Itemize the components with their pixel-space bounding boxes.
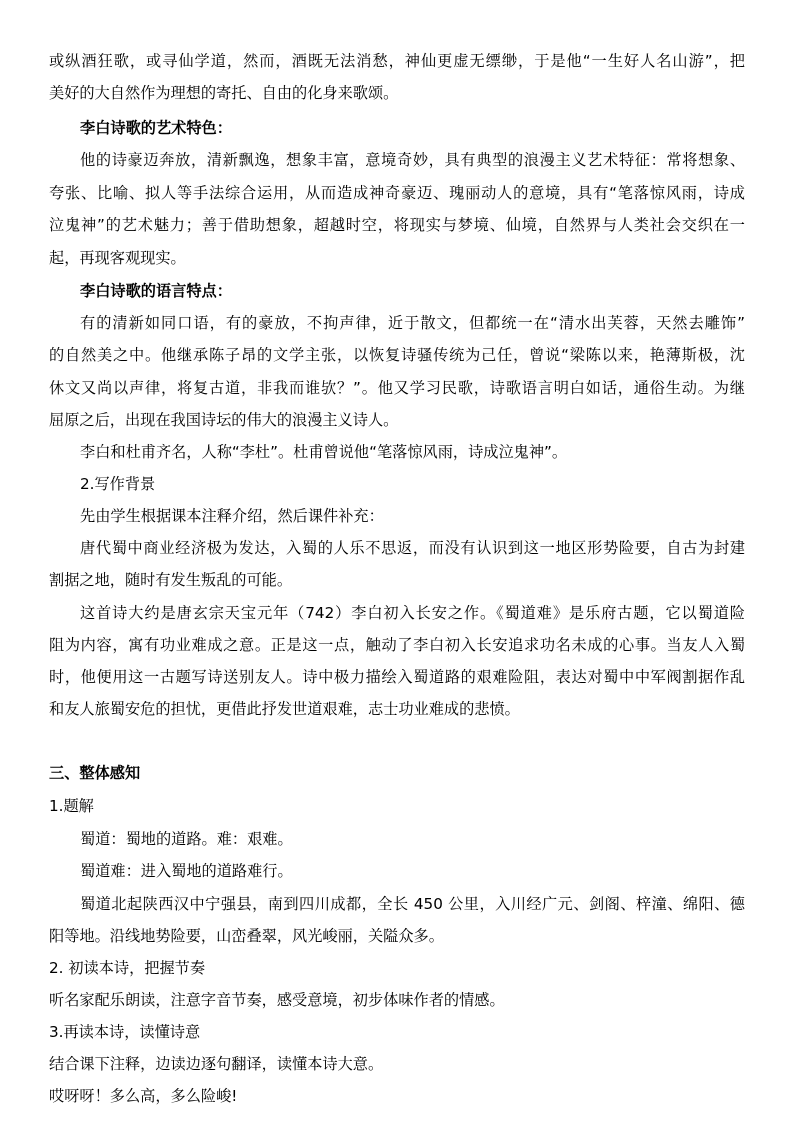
section-3-sub-2: 2. 初读本诗，把握节奏 bbox=[49, 959, 206, 977]
section-3-desc-line-1: 蜀道北起陕西汉中宁强县，南到四川成都，全长 450 公里，入川经广元、剑阁、梓潼、绵阳、德 bbox=[80, 895, 745, 913]
background-p2-line-3: 时，他便用这一古题写诗送别友人。诗中极力描绘入蜀道路的艰难险阻，表达对蜀中中军阀割据作乱 bbox=[49, 668, 745, 686]
background-p2-line-4: 和友人旅蜀安危的担忧，更借此抒发世道艰难，志士功业难成的悲愤。 bbox=[49, 700, 520, 718]
art-line-3: 泣鬼神”的艺术魅力；善于借助想象，超越时空，将现实与梦境、仙境，自然界与人类社会交织在一 bbox=[49, 216, 745, 234]
background-p2-line-1: 这首诗大约是唐玄宗天宝元年（742）李白初入长安之作。《蜀道难》是乐府古题，它以蜀道险 bbox=[80, 604, 745, 622]
poem-line: 哎呀呀！多么高，多么险峻! bbox=[49, 1087, 238, 1105]
intro-line-2: 美好的大自然作为理想的寄托、自由的化身来歌颂。 bbox=[49, 84, 399, 102]
section-3-def-2: 蜀道难：进入蜀地的道路难行。 bbox=[80, 862, 293, 880]
art-line-1: 他的诗豪迈奔放，清新飘逸，想象丰富，意境奇妙，具有典型的浪漫主义艺术特征：常将想象、 bbox=[80, 151, 745, 169]
language-heading: 李白诗歌的语言特点： bbox=[80, 282, 232, 300]
language-line-5: 李白和杜甫齐名，人称“李杜”。杜甫曾说他“笔落惊风雨，诗成泣鬼神”。 bbox=[80, 443, 568, 461]
language-line-2: 的自然美之中。他继承陈子昂的文学主张，以恢复诗骚传统为己任，曾说“梁陈以来，艳薄斯极，沈 bbox=[49, 346, 745, 364]
language-line-1: 有的清新如同口语，有的豪放，不拘声律，近于散文，但都统一在“清水出芙蓉，天然去雕饰” bbox=[80, 314, 745, 332]
section-3-sub-3-text: 结合课下注释，边读边逐句翻译，读懂本诗大意。 bbox=[49, 1055, 384, 1073]
intro-line-1: 或纵酒狂歌，或寻仙学道，然而，酒既无法消愁，神仙更虚无缥缈，于是他“一生好人名山游”，把 bbox=[49, 52, 745, 70]
section-3-def-1: 蜀道：蜀地的道路。难：艰难。 bbox=[80, 830, 293, 848]
art-line-2: 夸张、比喻、拟人等手法综合运用，从而造成神奇豪迈、瑰丽动人的意境，具有“笔落惊风雨，诗成 bbox=[49, 184, 745, 202]
section-3-sub-1: 1.题解 bbox=[49, 797, 94, 815]
background-p2-line-2: 阻为内容，寓有功业难成之意。正是这一点，触动了李白初入长安追求功名未成的心事。当友人入蜀 bbox=[49, 636, 745, 654]
language-line-3: 休文又尚以声律，将复古道，非我而谁欤？”。他又学习民歌，诗歌语言明白如话，通俗生动。为继 bbox=[49, 379, 745, 397]
art-line-4: 起，再现客观现实。 bbox=[49, 249, 186, 267]
art-heading: 李白诗歌的艺术特色： bbox=[80, 119, 232, 137]
section-3-heading: 三、整体感知 bbox=[49, 764, 141, 782]
language-line-4: 屈原之后，出现在我国诗坛的伟大的浪漫主义诗人。 bbox=[49, 411, 399, 429]
background-heading: 2.写作背景 bbox=[80, 475, 156, 493]
section-3-sub-2-text: 听名家配乐朗读，注意字音节奏，感受意境，初步体味作者的情感。 bbox=[49, 991, 505, 1009]
background-p1-line-2: 割据之地，随时有发生叛乱的可能。 bbox=[49, 571, 292, 589]
section-3-sub-3: 3.再读本诗，读懂诗意 bbox=[49, 1023, 201, 1041]
section-3-desc-line-2: 阳等地。沿线地势险要，山峦叠翠，风光峻丽，关隘众多。 bbox=[49, 927, 444, 945]
background-p1-line-1: 唐代蜀中商业经济极为发达，入蜀的人乐不思返，而没有认识到这一地区形势险要，自古为封建 bbox=[80, 539, 745, 557]
background-line-1: 先由学生根据课本注释介绍，然后课件补充： bbox=[80, 507, 384, 525]
